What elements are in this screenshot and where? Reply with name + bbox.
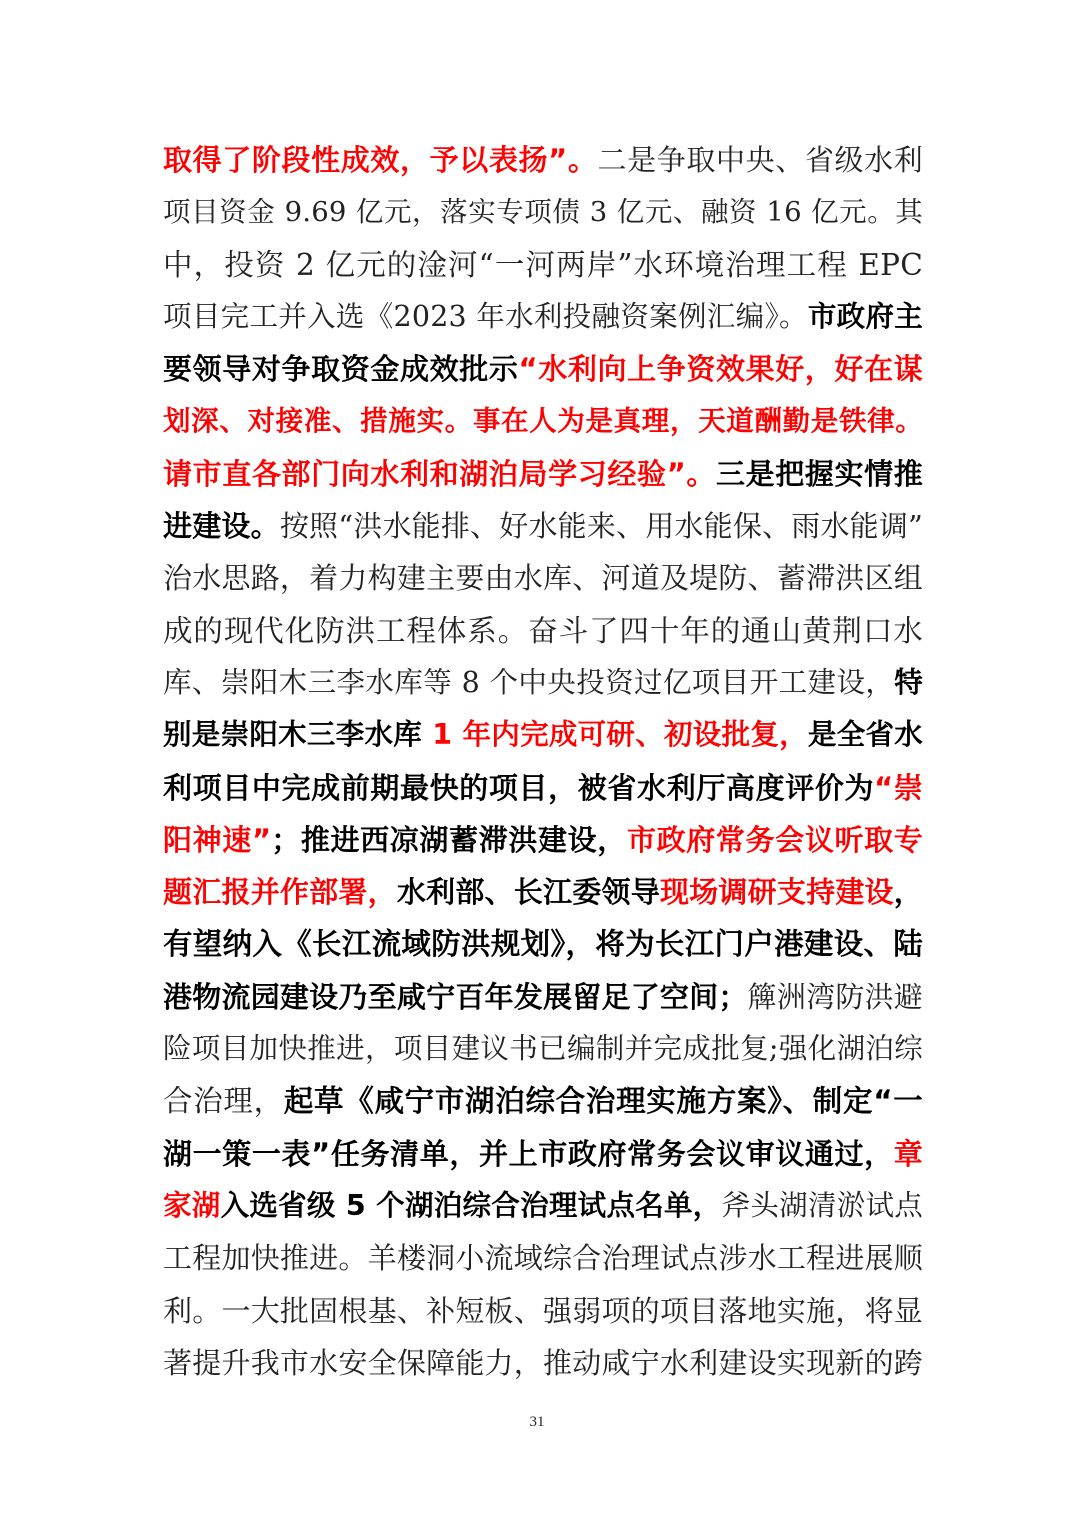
text-line xyxy=(163,1180,923,1232)
highlighted-text: 题汇报并作部署， xyxy=(163,875,397,910)
bold-text: 别是崇阳木三李水库 xyxy=(163,718,423,752)
body-text: 项目资金 9.69 亿元，落实专项债 3 亿元、融资 16 亿元。其 xyxy=(163,196,923,229)
text-line xyxy=(163,448,923,500)
text-line xyxy=(163,814,923,866)
body-text: 簰洲湾防洪避 xyxy=(747,979,923,1014)
text-line xyxy=(163,971,923,1023)
bold-text: 利项目中完成前期最快的项目，被省水利厅高度评价为 xyxy=(163,770,875,805)
highlighted-text: 阳神速” xyxy=(163,822,272,857)
bold-text: 是全省水 xyxy=(807,718,923,752)
text-line xyxy=(163,1337,923,1389)
body-text: 治水思路，着力构建主要由水库、河道及堤防、蓄滞洪区组 xyxy=(163,561,923,596)
text-line xyxy=(163,1075,923,1127)
body-text: 险项目加快推进，项目建议书已编制并完成批复;强化湖泊综 xyxy=(163,1032,923,1066)
text-line xyxy=(163,186,923,238)
document-body xyxy=(163,134,923,1389)
text-line xyxy=(163,657,923,709)
body-text: 斧头湖清淤试点 xyxy=(721,1188,924,1222)
text-line xyxy=(163,291,923,343)
text-line xyxy=(163,918,923,970)
highlighted-text: 章 xyxy=(893,1136,923,1171)
body-text: 利。一大批固根基、补短板、强弱项的项目落地实施，将显 xyxy=(163,1293,923,1328)
highlighted-text: 市政府常务会议听取专 xyxy=(626,822,923,857)
bold-text: 起草《咸宁市湖泊综合治理实施方案》、制定“一 xyxy=(283,1084,923,1119)
bold-text: 三是把握实情推 xyxy=(716,456,923,491)
text-line xyxy=(163,709,923,761)
body-text: 成的现代化防洪工程体系。奋斗了四十年的通山黄荆口水 xyxy=(163,613,923,648)
bold-text: 要领导对争取资金成效批示 xyxy=(163,352,519,387)
bold-text: 入选省级 5 个湖泊综合治理试点名单， xyxy=(220,1188,722,1222)
body-text: 合治理， xyxy=(163,1084,284,1119)
text-line xyxy=(163,134,923,186)
text-line xyxy=(163,762,923,814)
highlighted-text: “水利向上争资效果好，好在谋 xyxy=(518,352,923,387)
text-line xyxy=(163,395,923,447)
body-text: 库、崇阳木三李水库等 8 个中央投资过亿项目开工建设， xyxy=(163,665,895,699)
highlighted-text: “崇 xyxy=(874,770,923,805)
bold-text: 特 xyxy=(894,665,923,699)
bold-text: ；推进西凉湖蓄滞洪建设， xyxy=(271,822,627,857)
page-number: 31 xyxy=(529,1414,545,1430)
text-line xyxy=(163,866,923,918)
highlighted-text: 1 年内完成可研、初设批复， xyxy=(422,718,808,752)
text-line xyxy=(163,239,923,291)
body-text: 项目完工并入选《2023 年水利投融资案例汇编》。 xyxy=(163,299,808,333)
body-text: 著提升我市水安全保障能力，推动咸宁水利建设实现新的跨 xyxy=(163,1345,923,1380)
highlighted-text: 请市直各部门向水利和湖泊局学习经验”。 xyxy=(163,456,717,491)
body-text: 二是争取中央、省级水利 xyxy=(597,143,924,177)
bold-text: 水利部、长江委领导 xyxy=(396,875,660,910)
bold-text: ， xyxy=(893,875,923,910)
bold-text: 市政府主 xyxy=(807,299,923,333)
text-line xyxy=(163,552,923,604)
text-line xyxy=(163,1285,923,1337)
body-text: 工程加快推进。羊楼洞小流域综合治理试点涉水工程进展顺 xyxy=(163,1241,923,1276)
highlighted-text: 划深、对接准、措施实。事在人为是真理，天道酬勤是铁律。 xyxy=(163,405,923,438)
bold-text: 湖一策一表”任务清单，并上市政府常务会议审议通过， xyxy=(163,1136,894,1171)
bold-text: 进建设。 xyxy=(163,509,280,544)
highlighted-text: 现场调研支持建设 xyxy=(659,875,894,910)
body-text: 按照“洪水能排、好水能来、用水能保、雨水能调” xyxy=(279,509,924,544)
text-line xyxy=(163,500,923,552)
text-line xyxy=(163,1232,923,1284)
body-text: 中，投资 2 亿元的淦河“一河两岸”水环境治理工程 EPC xyxy=(163,247,923,282)
text-line xyxy=(163,1128,923,1180)
text-line xyxy=(163,605,923,657)
text-line xyxy=(163,343,923,395)
text-line xyxy=(163,1023,923,1075)
highlighted-text: 取得了阶段性成效，予以表扬”。 xyxy=(163,143,598,177)
bold-text: 港物流园建设乃至咸宁百年发展留足了空间； xyxy=(163,979,748,1014)
bold-text: 有望纳入《长江流域防洪规划》，将为长江门户港建设、陆 xyxy=(163,927,923,962)
highlighted-text: 家湖 xyxy=(163,1188,221,1222)
